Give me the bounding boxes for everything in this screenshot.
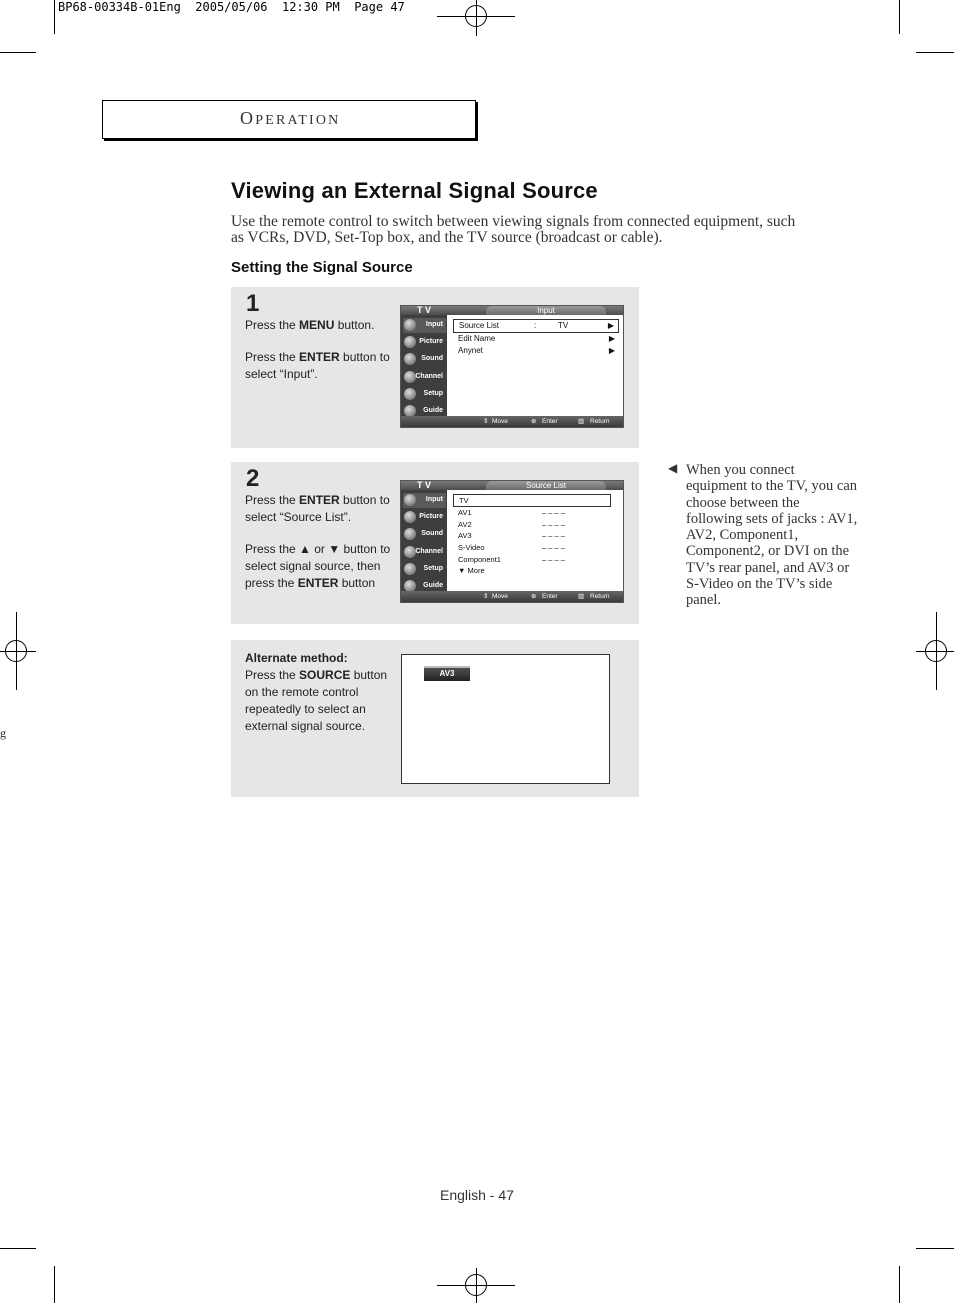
intro-paragraph: Use the remote control to switch between viewing signals from connected equipment, such as VCRs, DVD, Set-Top box, and the TV source (broadcast or cable). xyxy=(231,213,796,246)
right-arrow-icon: ▶ xyxy=(608,334,615,343)
osd-menu-channel[interactable]: Channel xyxy=(403,545,446,560)
osd-menu-guide[interactable]: Guide xyxy=(403,579,446,594)
osd-row-s-video[interactable]: S-Video – – – – xyxy=(458,543,565,553)
picture-icon xyxy=(404,336,416,348)
osd-footer: ⇕ Move ⊕ Enter ▥ Return xyxy=(401,591,623,602)
section-header xyxy=(240,108,340,129)
osd-tv-label: T V xyxy=(417,305,432,315)
step-1-panel xyxy=(231,287,639,448)
step-2-panel xyxy=(231,462,639,624)
osd-menu-sound[interactable]: Sound xyxy=(403,527,446,542)
up-arrow-icon: ▲ xyxy=(299,542,311,556)
input-icon xyxy=(404,319,416,331)
osd-row-anynet[interactable]: Anynet ▶ xyxy=(458,346,615,355)
osd-row-more[interactable]: ▼ More xyxy=(458,566,485,576)
step-1-text: Press the MENU button. Press the ENTER button to select “Input”. xyxy=(245,318,390,381)
registration-line xyxy=(476,1268,477,1303)
osd-content xyxy=(453,319,619,357)
osd-content xyxy=(453,494,611,577)
move-icon: ⇕ xyxy=(483,593,489,600)
move-icon: ⇕ xyxy=(483,418,489,425)
alternate-method-text: Alternate method: Press the SOURCE button on the remote control repeatedly to select an external signal source. xyxy=(245,651,388,733)
osd-row-av2[interactable]: AV2 – – – – xyxy=(458,519,565,529)
down-triangle-icon: ▼ xyxy=(458,566,466,576)
crop-mark xyxy=(0,1248,36,1249)
osd-sidebar xyxy=(401,490,447,591)
crop-mark xyxy=(916,1248,954,1249)
osd-menu-input[interactable]: Input xyxy=(403,318,446,333)
step-2-text: Press the ENTER button to select “Source List”. Press the ▲ or ▼ button to select signal source, then press the ENTER button xyxy=(245,493,391,590)
registration-line xyxy=(476,0,477,36)
osd-menu-setup[interactable]: Setup xyxy=(403,387,446,402)
osd-input-menu xyxy=(400,305,624,428)
osd-menu-picture[interactable]: Picture xyxy=(403,335,446,350)
osd-row-component1[interactable]: Component1 – – – – xyxy=(458,554,565,564)
badge-highlight xyxy=(424,666,470,668)
down-arrow-icon: ▼ xyxy=(328,542,341,556)
osd-row-av1[interactable]: AV1 – – – – xyxy=(458,508,565,517)
registration-line xyxy=(0,651,36,652)
section-header-initial: O xyxy=(240,108,256,128)
stray-mark: g xyxy=(0,726,6,740)
osd-tv-label: T V xyxy=(417,480,432,490)
crop-mark xyxy=(899,1266,900,1303)
crop-mark xyxy=(899,0,900,34)
osd-source-list-menu xyxy=(400,480,624,603)
step-number: 2 xyxy=(246,465,260,492)
osd-menu-setup[interactable]: Setup xyxy=(403,562,446,577)
sound-icon xyxy=(404,528,416,540)
page-title: Viewing an External Signal Source xyxy=(231,178,598,203)
return-icon: ▥ xyxy=(578,418,585,425)
osd-title: Source List xyxy=(486,481,606,490)
step-number: 1 xyxy=(246,290,260,317)
registration-line xyxy=(936,612,937,690)
osd-title: Input xyxy=(486,306,606,315)
osd-row-tv[interactable]: TV xyxy=(453,494,611,507)
right-arrow-icon: ▶ xyxy=(607,321,614,330)
registration-line xyxy=(916,651,954,652)
alternate-method-panel xyxy=(231,640,639,797)
enter-icon: ⊕ xyxy=(531,593,537,600)
osd-sidebar xyxy=(401,315,447,416)
source-badge: AV3 xyxy=(424,666,470,681)
osd-row-edit-name[interactable]: Edit Name ▶ xyxy=(458,334,615,343)
note-arrow-icon: ◀ xyxy=(668,461,678,475)
crop-mark xyxy=(54,0,55,34)
setup-icon xyxy=(404,388,416,400)
picture-icon xyxy=(404,511,416,523)
channel-icon xyxy=(404,546,416,558)
return-icon: ▥ xyxy=(578,593,585,600)
osd-menu-picture[interactable]: Picture xyxy=(403,510,446,525)
tv-screen xyxy=(401,654,610,784)
channel-icon xyxy=(404,371,416,383)
crop-mark xyxy=(0,52,36,53)
osd-footer: ⇕ Move ⊕ Enter ▥ Return xyxy=(401,416,623,427)
print-slug: BP68-00334B-01Eng 2005/05/06 12:30 PM Page 47 xyxy=(58,0,405,14)
osd-menu-channel[interactable]: Channel xyxy=(403,370,446,385)
input-icon xyxy=(404,494,416,506)
crop-mark xyxy=(916,52,954,53)
registration-line xyxy=(16,612,17,690)
enter-icon: ⊕ xyxy=(531,418,537,425)
section-header-rest: PERATION xyxy=(255,113,341,128)
subheading: Setting the Signal Source xyxy=(231,259,413,276)
side-note: When you connect equipment to the TV, you can choose between the following sets of jacks : AV1, AV2, Component1, Component2, or DVI on the TV’s rear panel, and AV3 or S-Video on the TV’s side panel. xyxy=(686,462,858,609)
osd-menu-sound[interactable]: Sound xyxy=(403,352,446,367)
osd-menu-guide[interactable]: Guide xyxy=(403,404,446,419)
sound-icon xyxy=(404,353,416,365)
setup-icon xyxy=(404,563,416,575)
right-arrow-icon: ▶ xyxy=(608,346,615,355)
crop-mark xyxy=(54,1266,55,1303)
page-number: English - 47 xyxy=(440,1187,514,1203)
osd-menu-input[interactable]: Input xyxy=(403,493,446,508)
osd-row-source-list[interactable]: Source List : TV ▶ xyxy=(453,319,619,333)
alternate-method-heading: Alternate method: xyxy=(245,651,348,665)
osd-row-av3[interactable]: AV3 – – – – xyxy=(458,531,565,541)
